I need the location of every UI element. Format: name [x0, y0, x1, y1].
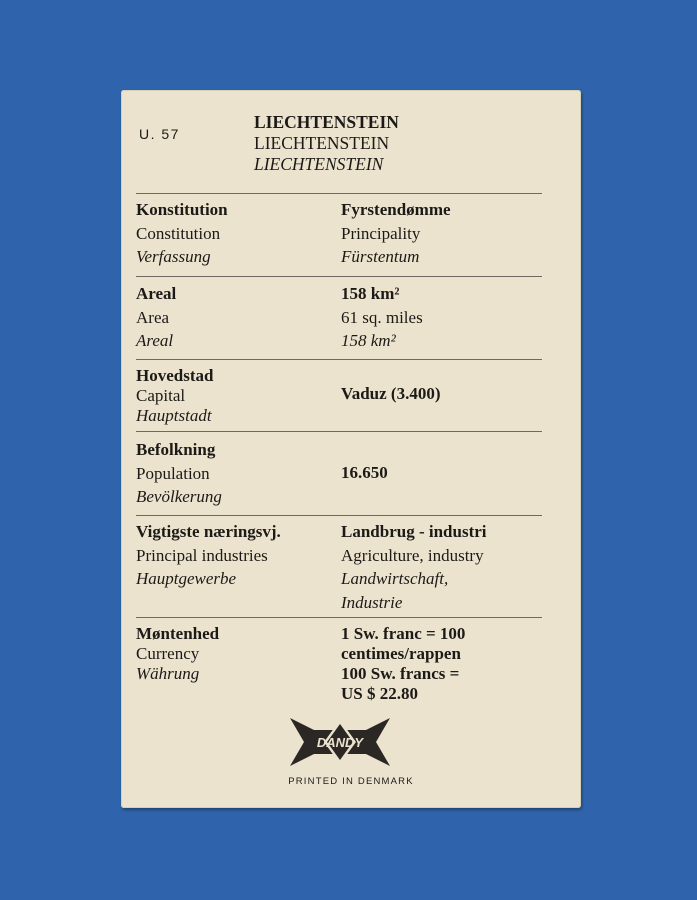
label-danish: Vigtigste næringsvj. [136, 522, 281, 541]
label-danish: Hovedstad [136, 366, 214, 385]
value-german: Fürstentum [341, 247, 420, 266]
value-danish: 158 km² [341, 284, 400, 303]
value-german: Landwirtschaft, [341, 569, 449, 588]
title-german: LIECHTENSTEIN [254, 154, 384, 174]
label-danish: Areal [136, 284, 177, 303]
label-english: Currency [136, 644, 200, 663]
value-danish: Fyrstendømme [341, 200, 451, 219]
divider [136, 359, 542, 360]
label-english: Principal industries [136, 545, 268, 565]
value-capital: Vaduz (3.400) [341, 384, 441, 403]
label-danish: Konstitution [136, 200, 228, 219]
divider [136, 617, 542, 618]
divider [136, 193, 542, 194]
value-english: 61 sq. miles [341, 307, 423, 327]
label-german: Hauptstadt [136, 406, 212, 425]
card-number: U. 57 [139, 126, 180, 142]
label-german: Währung [136, 664, 200, 683]
country-titles [254, 112, 399, 175]
value-line-4: US $ 22.80 [341, 684, 418, 703]
divider [136, 276, 542, 277]
divider [136, 431, 542, 432]
label-german: Areal [136, 331, 174, 350]
label-danish: Møntenhed [136, 624, 220, 643]
value-line-1: 1 Sw. franc = 100 [341, 624, 466, 643]
value-line-2: centimes/rappen [341, 644, 461, 663]
label-english: Population [136, 463, 210, 483]
logo-text: DANDY [316, 735, 364, 750]
label-english: Constitution [136, 223, 221, 243]
value-english: Agriculture, industry [341, 545, 484, 565]
printed-in-label: PRINTED IN DENMARK [288, 776, 414, 787]
label-german: Bevölkerung [136, 487, 222, 506]
title-danish: LIECHTENSTEIN [254, 112, 399, 132]
label-german: Verfassung [136, 247, 211, 266]
value-english: Principality [341, 223, 421, 243]
value-population: 16.650 [341, 463, 388, 482]
label-english: Area [136, 307, 170, 327]
value-line-3: 100 Sw. francs = [341, 664, 460, 683]
divider [136, 515, 542, 516]
trading-card [121, 90, 581, 808]
label-danish: Befolkning [136, 440, 216, 459]
value-danish: Landbrug - industri [341, 522, 487, 541]
dandy-logo [290, 716, 390, 768]
label-english: Capital [136, 386, 186, 405]
value-german: 158 km² [341, 331, 396, 350]
title-english: LIECHTENSTEIN [254, 133, 390, 153]
label-german: Hauptgewerbe [136, 569, 237, 588]
value-german-cont: Industrie [341, 592, 403, 612]
